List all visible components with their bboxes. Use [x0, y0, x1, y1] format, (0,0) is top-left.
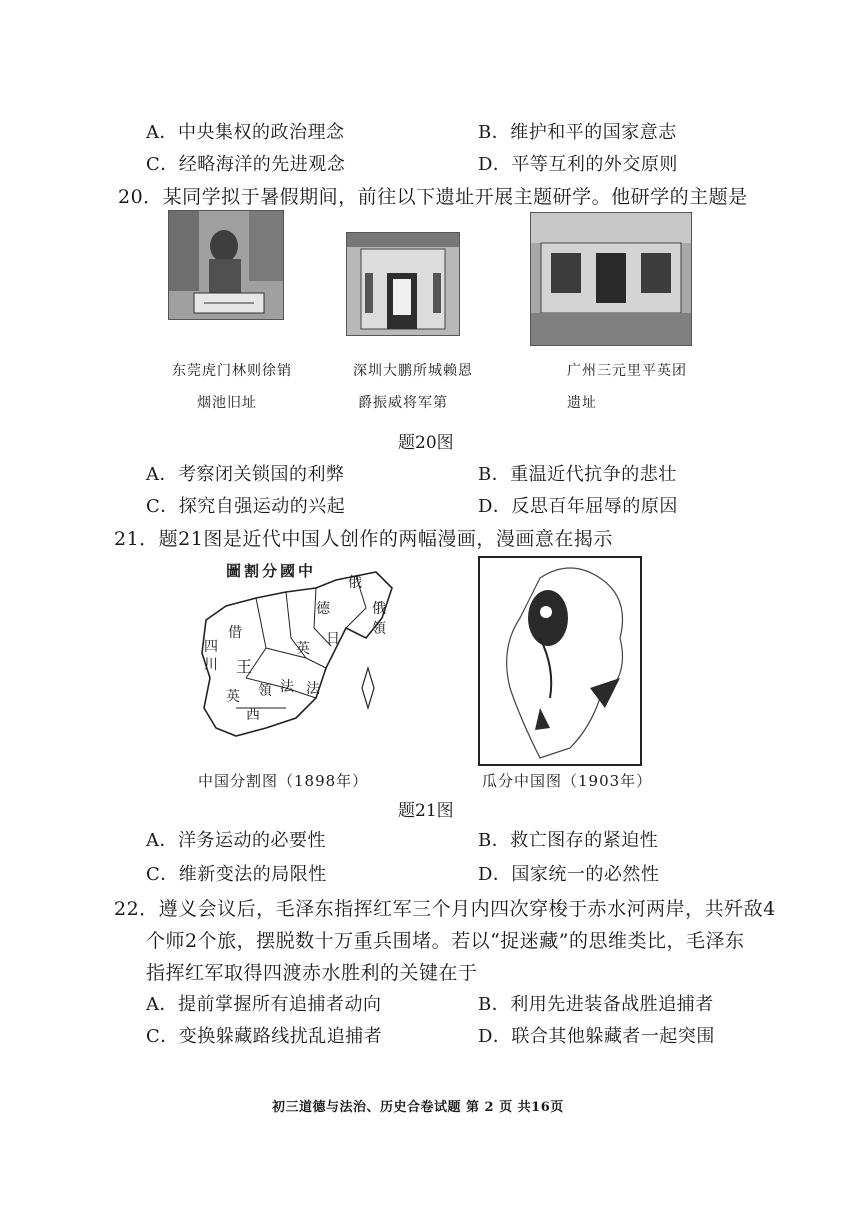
q19-option-d: D．平等互利的外交原则: [478, 154, 678, 175]
map-label-6: 四: [204, 639, 218, 655]
q21-option-b: B．救亡图存的紧迫性: [478, 830, 659, 851]
q22-option-c: C．变换躲藏路线扰乱追捕者: [146, 1026, 383, 1047]
photo-sanyuanli-image: [531, 213, 691, 345]
q19-option-c: C．经略海洋的先进观念: [146, 154, 346, 175]
q19-option-a: A．中央集权的政治理念: [146, 122, 345, 143]
caption-1-line2: 烟池旧址: [197, 395, 257, 411]
map-title: 圖割分國中: [226, 562, 317, 580]
map-label-12: 法: [306, 681, 320, 697]
q20-option-c: C．探究自强运动的兴起: [146, 496, 346, 517]
q22-option-a: A．提前掌握所有追捕者动向: [146, 994, 382, 1015]
photo-dapeng-site: [346, 232, 460, 336]
q22-option-b: B．利用先进装备战胜追捕者: [478, 994, 714, 1015]
map-outline: [196, 558, 402, 758]
q21-figure-title: 题21图: [398, 801, 454, 821]
carving-china-cartoon: [478, 556, 642, 766]
q21-option-d: D．国家统一的必然性: [478, 864, 660, 885]
map-label-1: 德: [316, 601, 330, 617]
map-label-10: 英: [226, 689, 240, 705]
map-label-3: 法: [280, 679, 294, 695]
q21-option-a: A．洋务运动的必要性: [146, 830, 326, 851]
photo-dapeng-image: [347, 233, 459, 335]
q20-option-a: A．考察闭关锁国的利弊: [146, 464, 345, 485]
q22-stem-line2: 个师2个旅，摆脱数十万重兵围堵。若以“捉迷藏”的思维类比，毛泽东: [146, 930, 745, 952]
q21-caption-right: 瓜分中国图（1903年）: [482, 772, 653, 790]
caption-1-line1: 东莞虎门林则徐销: [172, 363, 292, 379]
q21-caption-left: 中国分割图（1898年）: [198, 772, 369, 790]
photo-sanyuanli-site: [530, 212, 692, 346]
q22-stem-line1: 22．遵义会议后，毛泽东指挥红军三个月内四次穿梭于赤水河两岸，共歼敌4: [114, 898, 776, 920]
caption-3-line1: 广州三元里平英团: [567, 363, 687, 379]
map-label-9: 西: [246, 707, 260, 723]
map-label-13: 俄: [372, 601, 386, 617]
q21-stem: 21．题21图是近代中国人创作的两幅漫画，漫画意在揭示: [114, 528, 613, 550]
q22-stem-line3: 指挥红军取得四渡赤水胜利的关键在于: [146, 962, 478, 984]
q20-figure-title: 题20图: [398, 433, 454, 453]
q20-option-b: B．重温近代抗争的悲壮: [478, 464, 677, 485]
map-label-14: 領: [372, 621, 386, 637]
q20-stem: 20．某同学拟于暑假期间，前往以下遗址开展主题研学。他研学的主题是: [118, 186, 748, 208]
q19-option-b: B．维护和平的国家意志: [478, 122, 677, 143]
q20-option-d: D．反思百年屈辱的原因: [478, 496, 678, 517]
caption-2-line2: 爵振威将军第: [358, 395, 448, 411]
carving-china-drawing: [480, 558, 640, 764]
map-label-4: 日: [326, 631, 340, 647]
map-label-0: 俄: [348, 575, 362, 591]
q22-option-d: D．联合其他躲藏者一起突围: [478, 1026, 715, 1047]
map-label-7: 川: [204, 657, 218, 673]
map-label-5: 借: [228, 625, 242, 641]
photo-humen-image: [169, 211, 283, 319]
map-label-11: 領: [258, 683, 272, 699]
q21-option-c: C．维新变法的局限性: [146, 864, 327, 885]
china-partition-map: [196, 558, 402, 758]
page-footer: 初三道德与法治、历史合卷试题 第 2 页 共16页: [272, 1100, 564, 1115]
map-label-8: 王: [236, 657, 253, 676]
caption-2-line1: 深圳大鹏所城赖恩: [353, 363, 473, 379]
map-label-2: 英: [296, 641, 310, 657]
caption-3-line2: 遗址: [567, 395, 597, 411]
photo-humen-site: [168, 210, 284, 320]
